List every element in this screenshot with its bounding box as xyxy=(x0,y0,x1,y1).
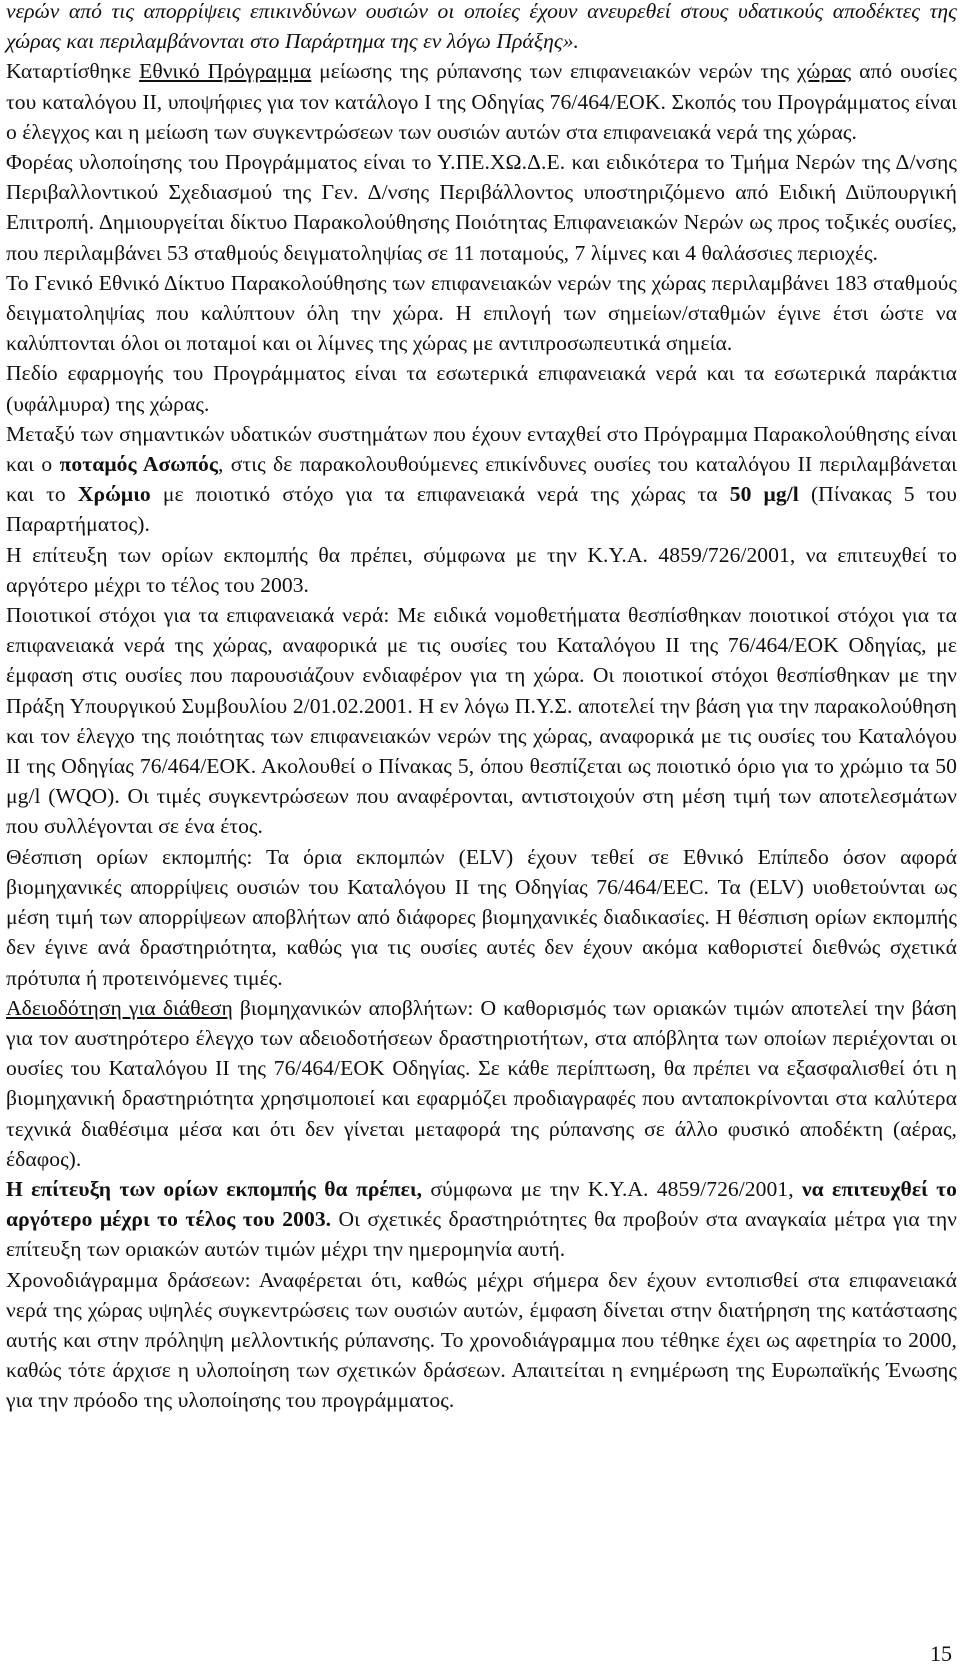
text-run: Καταρτίσθηκε xyxy=(6,59,140,84)
page-number: 15 xyxy=(930,1641,952,1666)
text-run: από ουσίες του καταλόγου ΙΙ, υποψήφιες για τον κατάλογο Ι της Οδηγίας 76/464/ΕΟΚ. Σκοπός του Προγράμματος είναι ο έλεγχος και η μείωση των συγκεντρώσεων των ουσιών αυτών στα επιφανειακά νερά της χώρας. xyxy=(6,59,957,144)
text-run: μείωσης της ρύπανσης των επιφανειακών νερών της xyxy=(311,59,797,84)
text-run: Η επίτευξη των ορίων εκπομπής θα πρέπει, σύμφωνα με την Κ.Υ.Α. 4859/726/2001, να επιτευχθεί το αργότερο μέχρι το τέλος του 2003. xyxy=(6,542,957,597)
text-run: Φορέας υλοποίησης του Προγράμματος είναι το Υ.ΠΕ.ΧΩ.Δ.Ε. και ειδικότερα το Τμήμα Νερών της Δ/νσης Περιβαλλοντικού Σχεδιασμού της Γεν. Δ/νσης Περιβάλλοντος υποστηριζόμενο από Ειδική Διϋπουργική Επιτροπή. Δημιουργείται δίκτυο Παρακολούθησης Ποιότητας Επιφανειακών Νερών ως προς τοξικές ουσίες, που περιλαμβάνει 53 σταθμούς δειγματοληψίας σε 11 ποταμούς, 7 λίμνες και 4 θαλάσσιες περιοχές. xyxy=(6,150,957,265)
bold-text: 50 μg/l xyxy=(729,482,799,507)
text-run: σύμφωνα με την Κ.Υ.Α. 4859/726/2001, xyxy=(422,1176,802,1201)
paragraph-national-programme xyxy=(6,56,957,147)
bold-text: Η επίτευξη των ορίων εκπομπής θα πρέπει, xyxy=(6,1176,423,1201)
document-body xyxy=(6,0,957,1416)
paragraph-timetable xyxy=(6,1265,957,1416)
text-run: Χρονοδιάγραμμα δράσεων: Αναφέρεται ότι, καθώς μέχρι σήμερα δεν έχουν εντοπισθεί στα επιφανειακά νερά της χώρας υψηλές συγκεντρώσεις των ουσιών αυτών, έμφαση δίνεται στην διατήρηση της κατάστασης αυτής και στην πρόληψη μελλοντικής ρύπανσης. Το χρονοδιάγραμμα που τέθηκε έχει ως αφετηρία το 2000, καθώς τότε άρχισε η υλοποίηση των σχετικών δράσεων. Απαιτείται η ενημέρωση της Ευρωπαϊκής Ένωσης για την πρόοδο της υλοποίησης του προγράμματος. xyxy=(6,1267,957,1413)
underlined-text: Εθνικό Πρόγραμμα xyxy=(139,59,312,84)
quote-text: νερών από τις απορρίψεις επικινδύνων ουσιών οι οποίες έχουν ανευρεθεί στους υδατικούς αποδέκτες της χώρας και περιλαμβάνονται στο Παράρτημα της εν λόγω Πράξης». xyxy=(6,0,957,54)
bold-text: να επιτευχθεί το αργότερο μέχρι το τέλος του 2003. xyxy=(6,1176,957,1232)
text-run: βιομηχανικών αποβλήτων: Ο καθορισμός των οριακών τιμών αποτελεί την βάση για τον αυστηρότερο έλεγχο των αδειοδοτήσεων δραστηριοτήτων, στα απόβλητα των οποίων περιέχονται οι ουσίες του Καταλόγου ΙΙ της 76/464/ΕΟΚ Οδηγίας. Σε κάθε περίπτωση, θα πρέπει να εξασφαλισθεί ότι η βιομηχανική δραστηριότητα χρησιμοποιεί και εφαρμόζει προδιαγραφές που ανταποκρίνονται στα καλύτερα τεχνικά διαθέσιμα μέσα και ότι δεν γίνεται μεταφορά της ρύπανσης σε άλλο φυσικό αποδέκτη (αέρας, έδαφος). xyxy=(6,995,957,1171)
text-run: με ποιοτικό στόχο για τα επιφανειακά νερά της χώρας τα xyxy=(150,482,730,507)
bold-text: Χρώμιο xyxy=(77,482,151,507)
paragraph-asopos xyxy=(6,419,957,540)
paragraph-quote-end xyxy=(6,0,957,56)
paragraph-emission-deadline xyxy=(6,1174,957,1265)
underlined-text: Αδειοδότηση για διάθεση xyxy=(6,995,233,1020)
text-run: (Πίνακας 5 του Παραρτήματος). xyxy=(6,482,958,537)
text-run: Πεδίο εφαρμογής του Προγράμματος είναι τα εσωτερικά επιφανειακά νερά και τα εσωτερικά παράκτια (υφάλμυρα) της χώρας. xyxy=(6,361,957,416)
bold-text: ποταμός Ασωπός xyxy=(59,452,218,477)
text-run: Μεταξύ των σημαντικών υδατικών συστημάτων που έχουν ενταχθεί στο Πρόγραμμα Παρακολούθησης είναι και ο xyxy=(6,421,957,477)
paragraph-deadline xyxy=(6,540,957,600)
text-run: Ποιοτικοί στόχοι για τα επιφανειακά νερά: Με ειδικά νομοθετήματα θεσπίσθηκαν ποιοτικοί στόχοι για τα επιφανειακά νερά της χώρας, αναφορικά με τις ουσίες του Καταλόγου ΙΙ της 76/464/ΕΟΚ Οδηγίας, με έμφαση στις ουσίες που παρουσιάζουν ενδιαφέρον για τη χώρα. Οι ποιοτικοί στόχοι θεσπίσθηκαν με την Πράξη Υπουργικού Συμβουλίου 2/01.02.2001. Η εν λόγω Π.Υ.Σ. αποτελεί την βάση για την παρακολούθηση και τον έλεγχο της ποιότητας των επιφανειακών νερών της χώρας, αναφορικά με τις ουσίες του Καταλόγου ΙΙ της Οδηγίας 76/464/ΕΟΚ. Ακολουθεί ο Πίνακας 5, όπου θεσπίζεται ως ποιοτικό όριο για το χρώμιο τα 50 μg/l (WQO). Οι τιμές συγκεντρώσεων που αναφέρονται, αντιστοιχούν στη μέση τιμή των αποτελεσμάτων που συλλέγονται σε ένα έτος. xyxy=(6,603,957,839)
paragraph-scope xyxy=(6,358,957,418)
paragraph-implementing-body xyxy=(6,147,957,268)
text-run: Οι σχετικές δραστηριότητες θα προβούν στα αναγκαία μέτρα για την επίτευξη των οριακών αυτών τιμών μέχρι την ημερομηνία αυτή. xyxy=(6,1207,957,1262)
paragraph-general-network xyxy=(6,268,957,359)
paragraph-quality-objectives xyxy=(6,600,957,842)
text-run: Το Γενικό Εθνικό Δίκτυο Παρακολούθησης των επιφανειακών νερών της χώρας περιλαμβάνει 183 σταθμούς δειγματοληψίας που καλύπτουν όλη την χώρα. Η επιλογή των σημείων/σταθμών έγινε έτσι ώστε να καλύπτονται όλοι οι ποταμοί και οι λίμνες της χώρας με αντιπροσωπευτικά σημεία. xyxy=(6,270,957,356)
text-run: , στις δε παρακολουθούμενες επικίνδυνες ουσίες του καταλόγου ΙΙ περιλαμβάνεται και το xyxy=(6,452,957,507)
underlined-text: χώρας xyxy=(796,59,852,84)
text-run: Θέσπιση ορίων εκπομπής: Τα όρια εκπομπών (ELV) έχουν τεθεί σε Εθνικό Επίπεδο όσον αφορά βιομηχανικές απορρίψεις ουσιών του Καταλόγου ΙΙ της Οδηγίας 76/464/ΕΕC. Τα (ELV) υιοθετούνται ως μέση τιμή των απορρίψεων αποβλήτων από διάφορες βιομηχανικές διαδικασίες. Η θέσπιση ορίων εκπομπής δεν έγινε ανά δραστηριότητα, καθώς για τις ουσίες αυτές δεν έχουν ακόμα καθοριστεί διεθνώς σχετικά πρότυπα ή προτεινόμενες τιμές. xyxy=(6,844,957,990)
paragraph-licensing xyxy=(6,993,957,1174)
paragraph-emission-limits xyxy=(6,842,957,993)
